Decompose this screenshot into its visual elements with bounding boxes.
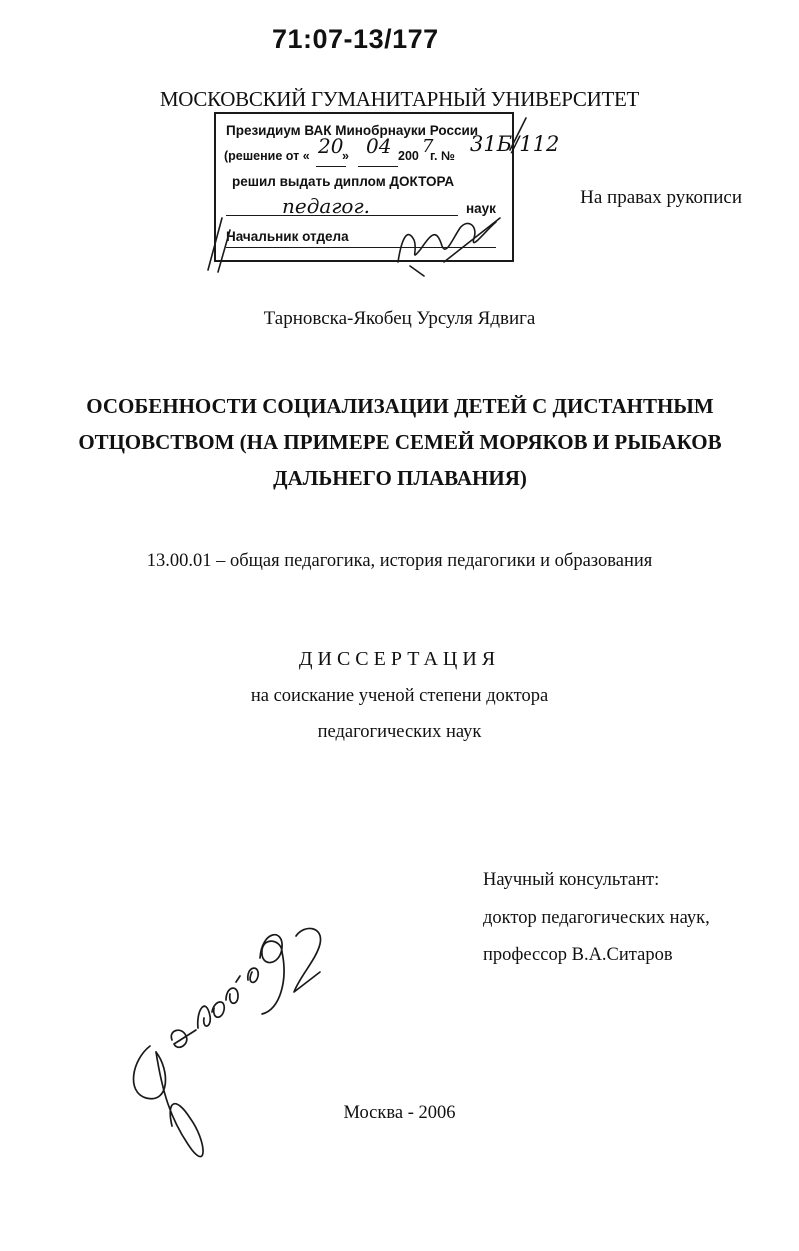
stamp-year-suffix: г. № <box>430 149 455 163</box>
manuscript-note: На правах рукописи <box>580 187 742 208</box>
degree-line-1: на соискание ученой степени доктора <box>250 686 549 706</box>
stamp-head-label: Начальник отдела <box>226 229 349 244</box>
stamp-decision-number: 31Б/112 <box>470 132 560 156</box>
catalog-number: 71:07-13/177 <box>272 24 439 54</box>
author-name: Тарновска-Якобец Урсуля Ядвига <box>263 308 536 329</box>
stamp-decision-month: 04 <box>366 134 392 158</box>
stamp-field-suffix: наук <box>466 201 496 216</box>
specialty-code: 13.00.01 – общая педагогика, история педагогики и образования <box>146 551 653 571</box>
city-year: Москва - 2006 <box>343 1103 456 1123</box>
stamp-field-handwritten: педагог. <box>282 194 370 218</box>
title-line-2: ОТЦОВСТВОМ (НА ПРИМЕРЕ СЕМЕЙ МОРЯКОВ И РЫБАКОВ <box>78 430 722 454</box>
stamp-line-presidium: Президиум ВАК Минобрнауки России <box>226 123 479 138</box>
degree-line-2: педагогических наук <box>317 722 482 742</box>
stamp-decision-day: 20 <box>318 134 344 158</box>
stamp-decision-prefix: (решение от « <box>224 149 310 163</box>
university-name: МОСКОВСКИЙ ГУМАНИТАРНЫЙ УНИВЕРСИТЕТ <box>159 87 640 111</box>
consultant-degree: доктор педагогических наук, <box>483 908 710 928</box>
title-line-3: ДАЛЬНЕГО ПЛАВАНИЯ) <box>273 466 527 490</box>
stamp-decision-mid: » <box>342 149 349 163</box>
title-line-1: ОСОБЕННОСТИ СОЦИАЛИЗАЦИИ ДЕТЕЙ С ДИСТАНТНЫМ <box>86 394 714 418</box>
consultant-label: Научный консультант: <box>483 870 660 890</box>
stamp-line-decision: решил выдать диплом ДОКТОРА <box>232 174 455 189</box>
stamp-year-digit: 7 <box>422 136 434 157</box>
stamp-year-prefix: 200 <box>398 149 419 163</box>
dissertation-heading: ДИССЕРТАЦИЯ <box>298 648 501 670</box>
consultant-name: профессор В.А.Ситаров <box>483 945 673 965</box>
